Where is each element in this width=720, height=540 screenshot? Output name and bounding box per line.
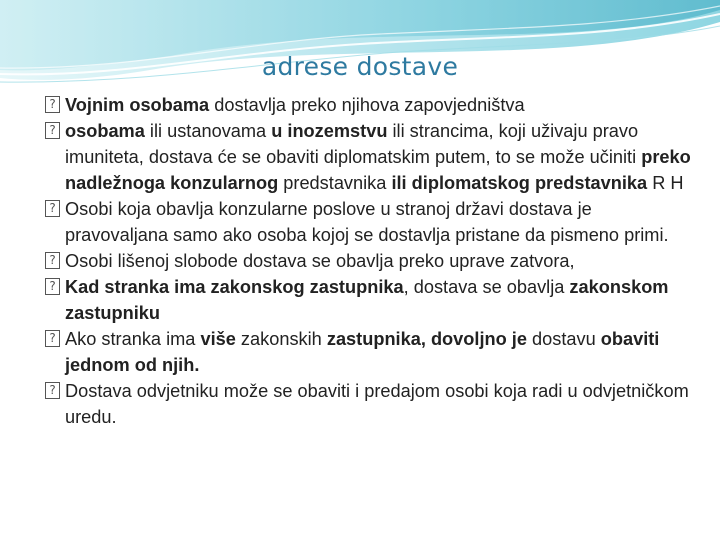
bullet-text-bold: zakonskom zastupniku	[65, 277, 669, 323]
bullet-icon: ?	[45, 330, 60, 347]
bullet-text-bold: obaviti jednom od njih.	[65, 329, 660, 375]
bullet-text: Osobi lišenoj slobode dostava se obavlja preko uprave zatvora,	[65, 251, 575, 271]
bullet-text: Dostava odvjetniku može se obaviti i predajom osobi koja radi u odvjetničkom uredu.	[65, 381, 689, 427]
bullet-item	[45, 196, 695, 248]
bullet-icon: ?	[45, 122, 60, 139]
bullet-text-bold: preko nadležnoga konzularnog	[65, 147, 691, 193]
bullet-text-bold: osobama	[65, 121, 145, 141]
bullet-icon: ?	[45, 96, 60, 113]
bullet-item	[45, 378, 695, 430]
bullet-text: predstavnika	[278, 173, 392, 193]
bullet-icon: ?	[45, 252, 60, 269]
bullet-item	[45, 248, 695, 274]
bullet-text: ili ustanovama	[144, 121, 272, 141]
bullet-text-bold: u inozemstvu	[271, 121, 388, 141]
bullet-text: Ako stranka ima	[65, 329, 201, 349]
bullet-item	[45, 118, 695, 196]
bullet-icon: ?	[45, 200, 60, 217]
bullet-text: Osobi koja obavlja konzularne poslove u stranoj državi dostava je pravovaljana samo ako osoba kojoj se dostavlja pristane da pismeno primi.	[65, 199, 669, 245]
bullet-icon: ?	[45, 382, 60, 399]
bullet-text: , dostava se obavlja	[403, 277, 570, 297]
bullet-text-bold: Kad stranka ima zakonskog zastupnika	[65, 277, 404, 297]
bullet-item	[45, 326, 695, 378]
bullet-text: R H	[647, 173, 684, 193]
bullet-text-bold: Vojnim osobama	[65, 95, 210, 115]
bullet-text: zakonskih	[235, 329, 327, 349]
bullet-list	[45, 92, 695, 430]
bullet-text-bold: ili diplomatskog predstavnika	[391, 173, 648, 193]
slide-title: adrese dostave	[261, 52, 459, 81]
bullet-text-bold: zastupnika, dovoljno je	[326, 329, 527, 349]
bullet-text-bold: više	[200, 329, 236, 349]
bullet-text: dostavlja preko njihova zapovjedništva	[209, 95, 525, 115]
bullet-item	[45, 92, 695, 118]
bullet-icon: ?	[45, 278, 60, 295]
bullet-item	[45, 274, 695, 326]
bullet-text: ili strancima, koji uživaju pravo imuniteta, dostava će se obaviti diplomatskim putem, to se može učiniti	[65, 121, 642, 167]
bullet-text: dostavu	[526, 329, 601, 349]
